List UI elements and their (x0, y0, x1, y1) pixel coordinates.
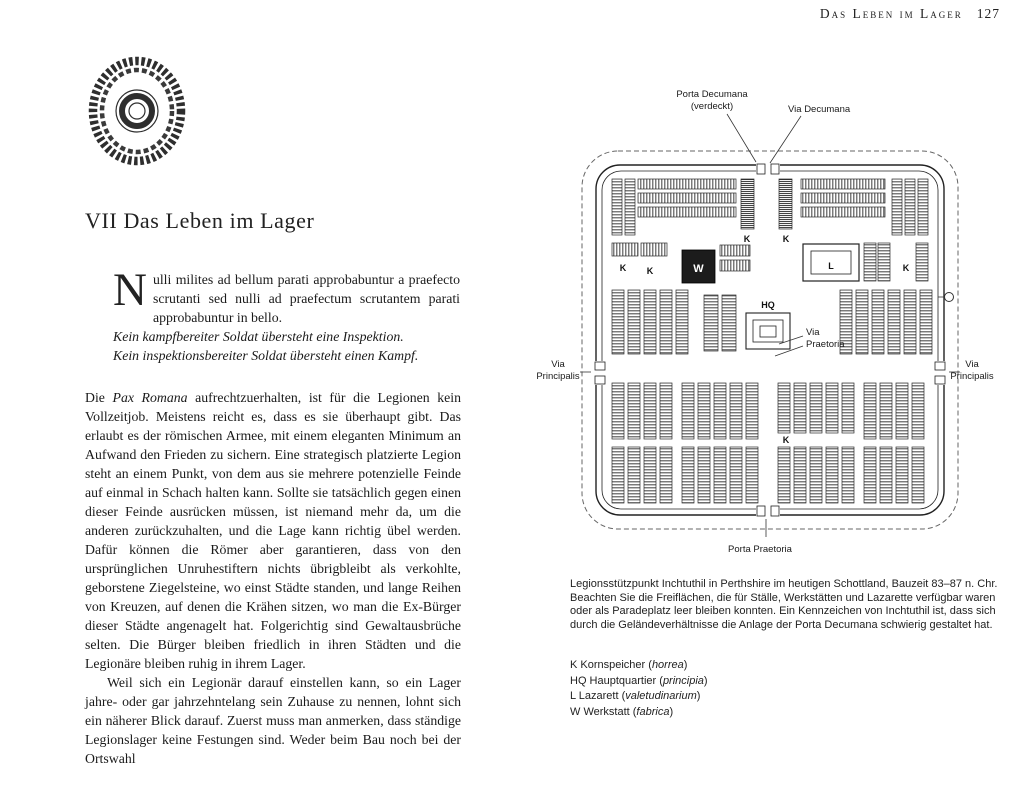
p1-pre: Die (85, 390, 113, 405)
legend-term-fabrica: fabrica (636, 705, 670, 718)
right-page (520, 0, 1020, 791)
figure-legend (570, 658, 998, 720)
granary-k-label: K (782, 234, 790, 244)
legend-item-k: K Kornspeicher (horrea) (570, 659, 688, 671)
laurel-wreath-svg (87, 52, 187, 166)
via-decumana-text: Via Decumana (788, 104, 851, 115)
mid-band-buildings (612, 243, 928, 283)
via-principalis-left-line2: Principalis (536, 371, 580, 382)
via-principalis-right-label (949, 359, 994, 382)
fort-plan-svg (520, 85, 1000, 565)
p1-italic-pax-romana: Pax Romana (112, 390, 188, 405)
granary-k-label: K (782, 435, 790, 445)
epigraph-translation-line2: Kein inspektionsbereiter Soldat übersteht einen Kampf. (113, 348, 419, 363)
legend-term-horrea: horrea (651, 659, 684, 671)
porta-praetoria-text: Porta Praetoria (728, 544, 792, 555)
legend-term-principia: principia (662, 674, 704, 687)
granary-k-label: K (902, 263, 910, 273)
porta-praetoria-label (728, 519, 793, 555)
legend-item-w: W Werkstatt (fabrica) (570, 705, 674, 718)
barracks-top (612, 179, 928, 235)
paragraph-2: Weil sich ein Legionär darauf einstellen kann, so ein Lager jahre- oder gar jahrzehntelang sein Zuhause zu nennen, lohnt sich ein näherer Blick darauf. Zuerst muss man anmerken, dass ständige Legionslager keine Festungen sind. Weder beim Bau noch bei der Ortswahl (85, 675, 461, 766)
running-title: Das Leben im Lager (819, 6, 963, 21)
porta-decumana-text: Porta Decumana (676, 89, 748, 100)
hospital-l-label: L (828, 261, 834, 271)
via-principalis-left-line1: Via (551, 359, 565, 370)
granary-k-label: K (646, 266, 654, 276)
via-principalis-left-label (536, 359, 591, 382)
granaries-top (741, 179, 792, 244)
epigraph-translation-line1: Kein kampfbereiter Soldat übersteht eine Inspektion. (113, 329, 404, 344)
via-praetoria-line2: Praetoria (806, 339, 845, 350)
figure-caption: Legionsstützpunkt Inchtuthil in Perthshire im heutigen Schottland, Bauzeit 83–87 n. Chr. Beachten Sie die Freiflächen, die für Ställe, Werkstätten und Lazarette verfügbar waren oder als Paradeplatz leer bleiben konnten. Ein Kennzeichen von Inchtuthil ist, dass sich durch die Geländeverhältnisse die Anlage der Porta Decumana schwierig gestaltet hat. (570, 578, 998, 631)
epigraph-latin-text: ulli milites ad bellum parati approbabuntur a praefecto scrutanti sed nulli ad praefectum scrutantem parati approbabuntur in bello. (152, 272, 460, 325)
lower-barracks (612, 383, 924, 503)
epigraph-latin (113, 264, 460, 327)
via-principalis-right-line1: Via (965, 359, 979, 370)
left-page (85, 0, 461, 791)
legend-item-hq: HQ Hauptquartier (principia) (570, 674, 708, 687)
p1-rest: aufrechtzuerhalten, ist für die Legionen kein Vollzeitjob. Meistens reicht es, dass es sie überhaupt gibt. Das erlaubt es der römischen Armee, mit einem eleganten Minimum an Aufwand den Frieden zu sichern. Eine strategisch platzierte Legion steht an einem Punkt, von dem aus sie mehrere potenzielle Feinde auf einmal in Schach halten kann. Sollte sie tatsächlich gegen einen dieser Feinde ausrücken müssen, ist niemand mehr da, um die anderen zurückzuhalten, und die Lage kann richtig übel werden. Dafür können die Römer aber garantieren, dass von den ursprünglichen Unruhestiftern nichts übrigbleibt als verkohlte, geborstene Ziegelsteine, wo einst Städte standen, und lange Reihen von Kreuzen, auf denen die Krähen sitzen, wo man die Ex-Bürger dieser Städte angenagelt hat. Folgerichtig sind Gewaltausbrüche selten. Die Bürger bleiben friedlich in ihren Städten und die Legionäre bleiben ruhig in ihrem Lager. (85, 390, 461, 671)
fort-plan-diagram (520, 85, 1000, 565)
via-praetoria-line1: Via (806, 327, 820, 338)
page-number: 127 (976, 6, 1000, 21)
chapter-title: VII Das Leben im Lager (85, 208, 315, 233)
paragraph-1 (85, 388, 461, 673)
epigraph (113, 264, 460, 365)
laurel-wreath-illustration (87, 52, 187, 166)
granary-k-label: K (743, 234, 751, 244)
granary-k-label: K (619, 263, 627, 273)
via-principalis-right-line2: Principalis (950, 371, 994, 382)
dropcap-n: N (113, 264, 147, 316)
legend-term-valetudinarium: valetudinarium (625, 690, 697, 702)
body-text (85, 388, 461, 768)
workshop-w-label: W (693, 263, 704, 275)
legend-item-l: L Lazarett (valetudinarium) (570, 690, 701, 702)
hq-label: HQ (761, 300, 775, 310)
headquarters (746, 300, 790, 349)
porta-decumana-verdeckt: (verdeckt) (690, 101, 734, 112)
via-decumana-label (770, 104, 851, 163)
